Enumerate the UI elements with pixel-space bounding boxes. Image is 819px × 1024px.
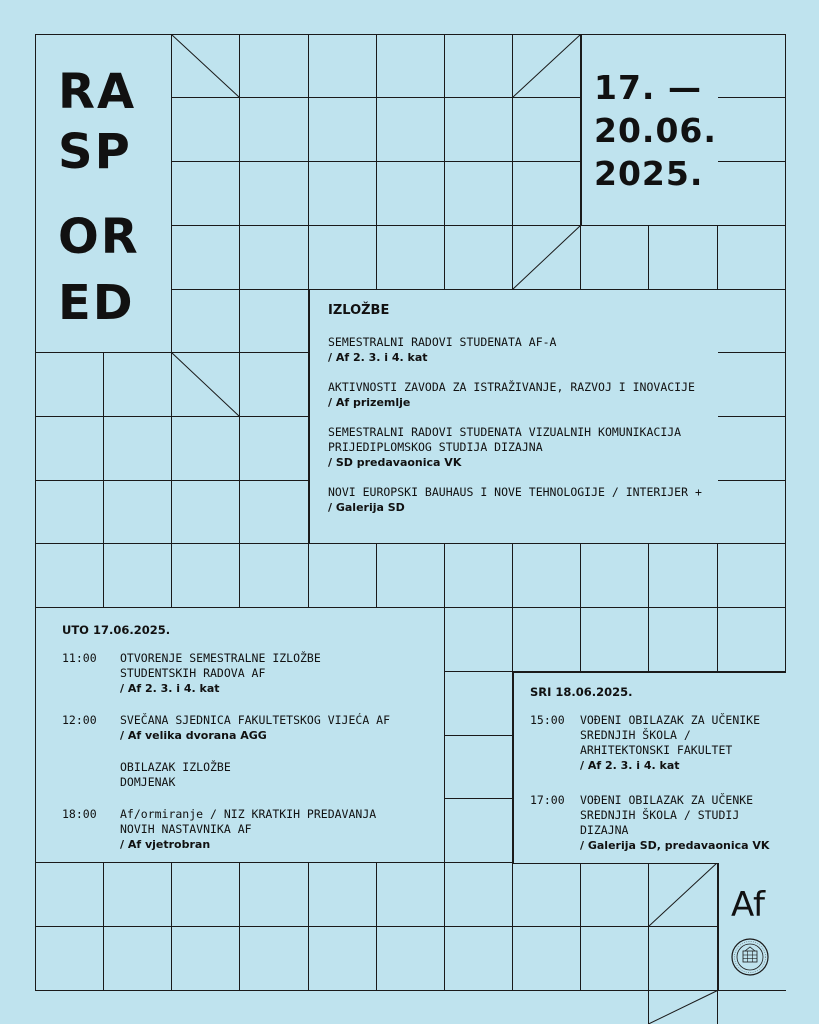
exhibition-title: AKTIVNOSTI ZAVODA ZA ISTRAŽIVANJE, RAZVOJ I INOVACIJE <box>328 380 695 394</box>
title-line-1: RA <box>58 64 137 120</box>
event-location: / Af velika dvorana AGG <box>120 729 267 742</box>
event-title: OTVORENJE SEMESTRALNE IZLOŽBE STUDENTSKIH RADOVA AF <box>120 651 321 680</box>
title-line-3: OR <box>58 209 140 265</box>
event-title: VOĐENI OBILAZAK ZA UČENIKE SREDNJIH ŠKOLA / ARHITEKTONSKI FAKULTET <box>580 713 761 757</box>
date-line-2: 20.06. <box>594 111 717 150</box>
schedule-row <box>62 651 432 696</box>
event-location: / Galerija SD, predavaonica VK <box>580 839 770 852</box>
title-line-2: SP <box>58 124 132 180</box>
event-location: / Af vjetrobran <box>120 838 211 851</box>
schedule-row <box>530 793 782 853</box>
event-location: / Af 2. 3. i 4. kat <box>120 682 220 695</box>
exhibition-title: NOVI EUROPSKI BAUHAUS I NOVE TEHNOLOGIJE / INTERIJER + <box>328 485 702 499</box>
exhibition-item <box>328 425 713 470</box>
tuesday-heading: UTO 17.06.2025. <box>62 623 171 637</box>
af-logo: Af <box>731 885 766 925</box>
wednesday-heading: SRI 18.06.2025. <box>530 685 633 699</box>
event-time: 11:00 <box>62 651 97 665</box>
exhibition-location: / Galerija SD <box>328 501 405 514</box>
event-title: Af/ormiranje / NIZ KRATKIH PREDAVANJA NOVIH NASTAVNIKA AF <box>120 807 377 836</box>
exhibition-title: SEMESTRALNI RADOVI STUDENATA AF-A <box>328 335 557 349</box>
schedule-row <box>530 713 782 773</box>
event-title: VOĐENI OBILAZAK ZA UČENKE SREDNJIH ŠKOLA / STUDIJ DIZAJNA <box>580 793 754 837</box>
date-range <box>594 66 717 195</box>
event-title: OBILAZAK IZLOŽBE DOMJENAK <box>120 760 231 789</box>
exhibition-item <box>328 335 713 365</box>
tuesday-section <box>62 623 432 869</box>
exhibition-location: / Af prizemlje <box>328 396 411 409</box>
exhibition-title: SEMESTRALNI RADOVI STUDENATA VIZUALNIH KOMUNIKACIJA PRIJEDIPLOMSKOG STUDIJA DIZAJNA <box>328 425 682 454</box>
schedule-row <box>62 760 432 790</box>
schedule-row <box>62 807 432 852</box>
date-line-1: 17. — <box>594 68 702 107</box>
exhibition-location: / Af 2. 3. i 4. kat <box>328 351 428 364</box>
date-line-3: 2025. <box>594 154 704 193</box>
izlozbe-section <box>328 303 713 532</box>
event-location: / Af 2. 3. i 4. kat <box>580 759 680 772</box>
title-line-4: ED <box>58 275 135 331</box>
exhibition-item <box>328 380 713 410</box>
exhibition-item <box>328 485 713 515</box>
event-time: 12:00 <box>62 713 97 727</box>
event-time: 18:00 <box>62 807 97 821</box>
schedule-row <box>62 713 432 743</box>
event-title: SVEČANA SJEDNICA FAKULTETSKOG VIJEĆA AF <box>120 713 391 727</box>
izlozbe-heading: IZLOŽBE <box>328 303 390 318</box>
event-time: 15:00 <box>530 713 565 727</box>
exhibition-location: / SD predavaonica VK <box>328 456 462 469</box>
university-seal-icon <box>731 938 769 976</box>
wednesday-section <box>530 685 782 870</box>
event-time <box>62 760 120 790</box>
event-time: 17:00 <box>530 793 565 807</box>
